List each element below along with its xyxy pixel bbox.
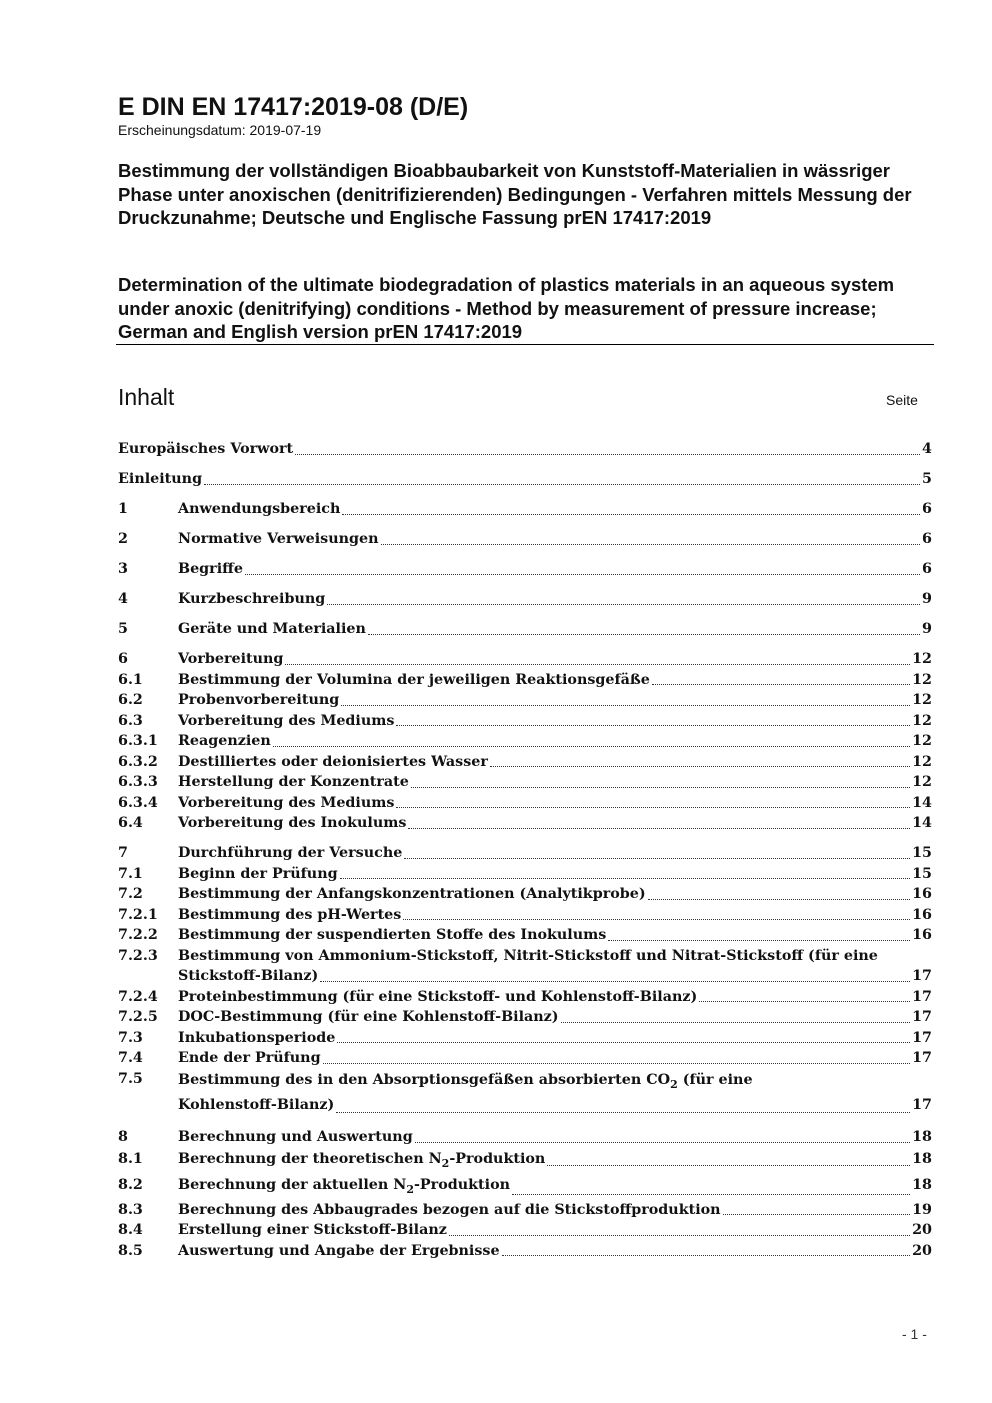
dot-leader [403, 919, 910, 920]
toc-entry-page: 19 [912, 1201, 932, 1218]
dot-leader [411, 787, 910, 788]
toc-entry-number: 6.3.1 [118, 733, 158, 749]
toc-entry-continuation [178, 1092, 932, 1118]
toc-entry[interactable] [118, 1171, 932, 1200]
toc-entry[interactable] [118, 752, 932, 773]
toc-entry-number: 7.5 [118, 1070, 143, 1087]
toc-entry[interactable] [118, 1069, 932, 1118]
toc-entry-page: 12 [912, 671, 932, 688]
toc-entry-label: Vorbereitung [178, 651, 284, 667]
toc-entry-label: Anwendungsbereich [178, 501, 341, 517]
toc-entry-page: 12 [912, 651, 932, 667]
toc-entry[interactable] [118, 1007, 932, 1028]
toc-entry-label: Europäisches Vorwort [118, 441, 294, 457]
toc-page-column-label: Seite [886, 392, 918, 408]
dot-leader [273, 746, 910, 747]
toc-entry[interactable] [118, 813, 932, 834]
toc-entry-label [178, 1069, 932, 1092]
toc-entry[interactable] [118, 925, 932, 946]
dot-leader [337, 1042, 910, 1043]
toc-entry-label: Inkubationsperiode [178, 1029, 336, 1046]
table-of-contents [118, 439, 932, 1261]
toc-entry-label: Begriffe [178, 561, 243, 577]
toc-entry-page: 16 [912, 906, 932, 923]
toc-entry[interactable] [118, 1127, 932, 1148]
toc-entry-page: 14 [912, 815, 932, 831]
toc-entry-number: 6.1 [118, 671, 143, 688]
toc-entry-label: Durchführung der Versuche [178, 845, 403, 861]
toc-entry-page: 17 [912, 1050, 932, 1066]
toc-entry-number: 6.3.2 [118, 753, 158, 770]
toc-entry[interactable] [118, 772, 932, 793]
toc-entry-page: 15 [912, 845, 932, 861]
dot-leader [490, 766, 910, 767]
toc-entry-number: 6.3 [118, 712, 143, 729]
toc-entry-page: 18 [912, 1150, 932, 1167]
toc-entry-number: 6.4 [118, 815, 143, 831]
toc-entry-number: 6.2 [118, 692, 143, 708]
toc-entry-page: 9 [922, 591, 932, 607]
toc-entry[interactable] [118, 1241, 932, 1262]
toc-entry-number: 7 [118, 845, 128, 861]
dot-leader [561, 1022, 911, 1023]
toc-entry[interactable] [118, 1148, 932, 1171]
dot-leader [502, 1255, 911, 1256]
toc-entry-label: Destilliertes oder deionisiertes Wasser [178, 753, 488, 770]
toc-entry-label: Ende der Prüfung [178, 1050, 321, 1066]
toc-entry[interactable] [118, 946, 932, 987]
toc-entry-number: 4 [118, 591, 128, 607]
toc-entry-number: 7.2.4 [118, 988, 158, 1005]
toc-entry-label-part: -Produktion [449, 1150, 546, 1167]
toc-entry-label: Vorbereitung des Mediums [178, 794, 395, 811]
toc-entry-page: 17 [912, 988, 932, 1005]
toc-entry-label: Probenvorbereitung [178, 692, 340, 708]
toc-entry-page: 14 [912, 794, 932, 811]
dot-leader [449, 1235, 910, 1236]
toc-entry-label: Herstellung der Konzentrate [178, 774, 409, 790]
toc-entry-label-part: -Produktion [414, 1176, 511, 1193]
toc-entry[interactable] [118, 619, 932, 640]
toc-entry-page: 17 [912, 1096, 932, 1113]
toc-entry[interactable] [118, 469, 932, 490]
toc-heading: Inhalt [118, 384, 175, 410]
toc-entry-number: 6 [118, 651, 128, 667]
toc-entry[interactable] [118, 1048, 932, 1069]
dot-leader [396, 725, 910, 726]
toc-entry[interactable] [118, 987, 932, 1008]
toc-entry-label: Vorbereitung des Mediums [178, 712, 395, 729]
toc-entry[interactable] [118, 1200, 932, 1221]
toc-entry-label [178, 1148, 545, 1171]
toc-entry-number: 1 [118, 501, 128, 517]
toc-entry-label: Reagenzien [178, 733, 271, 749]
document-id: E DIN EN 17417:2019-08 (D/E) [118, 93, 469, 121]
toc-entry-label: Bestimmung der suspendierten Stoffe des Inokulums [178, 927, 607, 943]
toc-entry[interactable] [118, 529, 932, 550]
dot-leader [547, 1165, 910, 1166]
toc-entry-number: 7.1 [118, 865, 143, 882]
dot-leader [652, 684, 910, 685]
dot-leader [320, 981, 910, 982]
toc-entry[interactable] [118, 690, 932, 711]
toc-entry-page: 6 [922, 561, 932, 577]
toc-entry-label [178, 1171, 510, 1200]
title-english: Determination of the ultimate biodegradation of plastics materials in an aqueous system under anoxic (denitrifying) conditions - Method by measurement of pressure increase; German and English version prEN 17417:2019 [118, 274, 895, 342]
toc-entry[interactable] [118, 1028, 932, 1049]
toc-entry-page: 9 [922, 621, 932, 637]
toc-entry-continuation [178, 966, 932, 987]
toc-entry-body [178, 946, 932, 987]
toc-entry-page: 17 [912, 968, 932, 984]
toc-entry-label: DOC-Bestimmung (für eine Kohlenstoff-Bilanz) [178, 1009, 559, 1025]
publication-date: Erscheinungsdatum: 2019-07-19 [118, 122, 322, 138]
dot-leader [404, 858, 910, 859]
toc-entry-page: 20 [912, 1222, 932, 1238]
dot-leader [285, 664, 910, 665]
dot-leader [327, 604, 920, 605]
toc-entry-number: 8.1 [118, 1150, 143, 1167]
toc-entry-page: 16 [912, 886, 932, 902]
toc-entry[interactable] [118, 499, 932, 520]
dot-leader [415, 1142, 910, 1143]
toc-entry-number: 7.2.2 [118, 927, 158, 943]
subscript: 2 [441, 1156, 450, 1170]
toc-entry-page: 6 [922, 531, 932, 547]
toc-entry[interactable] [118, 711, 932, 732]
toc-entry-label: Vorbereitung des Inokulums [178, 815, 407, 831]
toc-entry-page: 18 [912, 1176, 932, 1193]
toc-entry-page: 12 [912, 712, 932, 729]
toc-entry-number: 2 [118, 531, 128, 547]
toc-entry[interactable] [118, 905, 932, 926]
toc-entry-number: 5 [118, 621, 128, 637]
toc-entry[interactable] [118, 559, 932, 580]
toc-entry-page: 12 [912, 774, 932, 790]
toc-entry-label: Berechnung und Auswertung [178, 1129, 413, 1145]
toc-entry-number: 7.4 [118, 1050, 143, 1066]
toc-entry-label: Bestimmung der Anfangskonzentrationen (Analytikprobe) [178, 886, 646, 902]
toc-entry-number: 6.3.4 [118, 794, 158, 811]
toc-entry-number: 6.3.3 [118, 774, 158, 790]
toc-entry-page: 6 [922, 501, 932, 517]
dot-leader [396, 807, 910, 808]
toc-entry-label: Geräte und Materialien [178, 621, 366, 637]
toc-entry-page: 12 [912, 753, 932, 770]
toc-entry-number: 7.2 [118, 886, 143, 902]
toc-entry[interactable] [118, 843, 932, 864]
dot-leader [608, 940, 910, 941]
dot-leader [341, 705, 910, 706]
toc-entry-page: 17 [912, 1009, 932, 1025]
dot-leader [512, 1194, 910, 1195]
toc-entry-number: 8.3 [118, 1201, 143, 1218]
toc-entry[interactable] [118, 864, 932, 885]
toc-entry-number: 7.3 [118, 1029, 143, 1046]
dot-leader [723, 1214, 911, 1215]
dot-leader [323, 1063, 911, 1064]
toc-entry-label-part: (für eine [677, 1071, 753, 1088]
title-divider [116, 344, 934, 345]
dot-leader [699, 1001, 910, 1002]
subscript: 2 [670, 1077, 678, 1091]
toc-entry[interactable] [118, 731, 932, 752]
toc-entry-number: 7.2.3 [118, 947, 158, 964]
toc-entry-label: Bestimmung von Ammonium-Stickstoff, Nitrit-Stickstoff und Nitrat-Stickstoff (für eine [178, 947, 878, 964]
toc-entry[interactable] [118, 793, 932, 814]
toc-entry-page: 4 [922, 441, 932, 457]
toc-entry-label: Proteinbestimmung (für eine Stickstoff- und Kohlenstoff-Bilanz) [178, 988, 698, 1005]
page-number: - 1 - [902, 1326, 927, 1342]
toc-entry-number: 8.5 [118, 1242, 143, 1259]
toc-entry-page: 20 [912, 1242, 932, 1259]
toc-entry-label-continued: Stickstoff-Bilanz) [178, 968, 319, 984]
toc-entry-page: 5 [922, 471, 932, 487]
toc-entry-number: 8.2 [118, 1176, 143, 1193]
toc-entry-page: 12 [912, 692, 932, 708]
toc-entry-number: 8.4 [118, 1222, 143, 1238]
toc-entry[interactable] [118, 670, 932, 691]
toc-entry[interactable] [118, 649, 932, 670]
toc-entry[interactable] [118, 1220, 932, 1241]
toc-entry-page: 12 [912, 733, 932, 749]
toc-entry-label: Berechnung des Abbaugrades bezogen auf die Stickstoffproduktion [178, 1201, 721, 1218]
toc-entry[interactable] [118, 589, 932, 610]
toc-entry-label: Beginn der Prüfung [178, 865, 338, 882]
toc-entry-number: 8 [118, 1129, 128, 1145]
toc-entry-label: Bestimmung des pH-Wertes [178, 906, 402, 923]
toc-entry-label: Kurzbeschreibung [178, 591, 326, 607]
dot-leader [342, 514, 920, 515]
dot-leader [336, 1112, 910, 1113]
subscript: 2 [406, 1182, 414, 1196]
toc-entry-label: Bestimmung der Volumina der jeweiligen Reaktionsgefäße [178, 671, 650, 688]
toc-entry-number: 3 [118, 561, 128, 577]
toc-entry-label-part: Berechnung der aktuellen N [178, 1176, 407, 1193]
toc-entry-body [178, 1069, 932, 1118]
toc-entry-number: 7.2.1 [118, 906, 158, 923]
toc-entry-label: Einleitung [118, 471, 203, 487]
dot-leader [245, 574, 920, 575]
toc-entry-page: 15 [912, 865, 932, 882]
dot-leader [408, 828, 910, 829]
dot-leader [204, 484, 920, 485]
toc-entry-page: 16 [912, 927, 932, 943]
dot-leader [295, 454, 920, 455]
toc-entry-page: 18 [912, 1129, 932, 1145]
toc-entry-number: 7.2.5 [118, 1009, 158, 1025]
toc-entry-label-part: Bestimmung des in den Absorptionsgefäßen absorbierten CO [178, 1071, 671, 1088]
toc-entry-label: Normative Verweisungen [178, 531, 379, 547]
toc-entry-label: Erstellung einer Stickstoff-Bilanz [178, 1222, 447, 1238]
toc-entry-label-part: Berechnung der theoretischen N [178, 1150, 442, 1167]
title-german: Bestimmung der vollständigen Bioabbaubarkeit von Kunststoff-Materialien in wässriger Phase unter anoxischen (denitrifizierenden) Bedingungen - Verfahren mittels Messung der Druckzunahme; Deutsche und Englische Fassung prEN 17417:2019 [118, 160, 912, 228]
toc-entry-label-continued: Kohlenstoff-Bilanz) [178, 1096, 335, 1113]
dot-leader [368, 634, 920, 635]
dot-leader [648, 899, 910, 900]
dot-leader [381, 544, 921, 545]
dot-leader [340, 878, 911, 879]
toc-entry-label: Auswertung und Angabe der Ergebnisse [178, 1242, 500, 1259]
toc-entry[interactable] [118, 439, 932, 460]
toc-entry-page: 17 [912, 1029, 932, 1046]
toc-entry[interactable] [118, 884, 932, 905]
